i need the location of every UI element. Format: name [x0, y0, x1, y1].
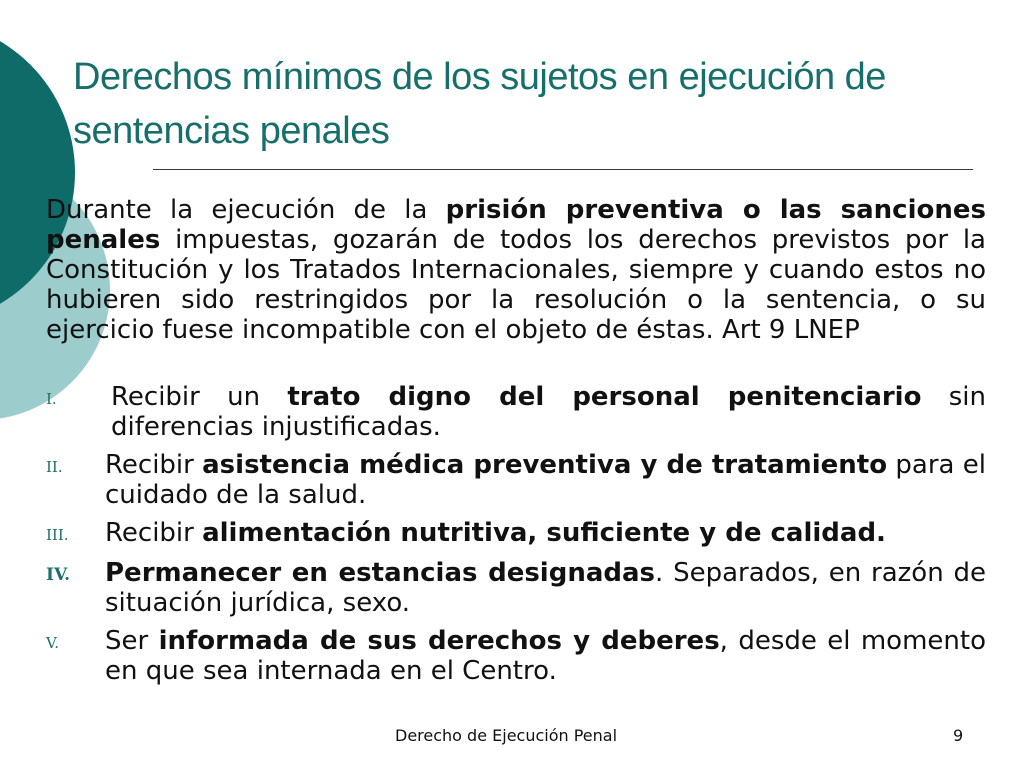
list-item-text: [105, 626, 986, 686]
list-item-number: I.: [46, 390, 57, 408]
list-item-bold: Permanecer en estancias designadas: [105, 558, 656, 588]
list-item-text-2: , desde el momento en que sea internada en el Centro.: [105, 626, 986, 686]
list-item: [46, 558, 986, 618]
list-item-number: IV.: [46, 565, 71, 585]
list-item-text-2: . Separados, en razón de situación jurídica, sexo.: [105, 558, 986, 618]
intro-text-1: Durante la ejecución de la: [46, 195, 446, 225]
list-item: [46, 626, 986, 686]
list-item-number: V.: [46, 634, 59, 652]
list-item-text-1: Ser: [105, 626, 159, 656]
list-item-text: [105, 518, 986, 548]
list-item-text-1: Recibir un: [111, 382, 288, 412]
intro-text-2: impuestas, gozarán de todos los derechos previstos por la Constitución y los Tratados Internacionales, siempre y cuando estos no hubieren sido restringidos por la resolución o la sentencia, o su ejercicio fuese incompatible con el objeto de éstas. Art 9 LNEP: [46, 225, 986, 345]
slide-title: Derechos mínimos de los sujetos en ejecución de sentencias penales: [73, 56, 886, 152]
page-number: 9: [953, 726, 964, 745]
list-item-text-2: para el cuidado de la salud.: [105, 450, 986, 510]
list-item-text: [105, 450, 986, 510]
list-item-bold: trato digno del personal penitenciario: [287, 382, 922, 412]
list-item-bold: asistencia médica preventiva y de tratamiento: [202, 450, 888, 480]
list-item-number: II.: [46, 458, 63, 476]
list-item-bold: alimentación nutritiva, suficiente y de calidad.: [202, 518, 886, 548]
list-item-text-2: sin diferencias injustificadas.: [111, 382, 986, 442]
intro-paragraph: [46, 195, 986, 345]
rights-list: [46, 382, 986, 694]
intro-bold-1: prisión preventiva o las sanciones penales: [46, 195, 986, 255]
list-item-text: [105, 558, 986, 618]
list-item-text-1: Recibir: [105, 450, 203, 480]
title-divider: [153, 169, 973, 170]
list-item-number: III.: [46, 526, 69, 544]
footer-text: Derecho de Ejecución Penal: [395, 726, 618, 745]
list-item-text-1: Recibir: [105, 518, 203, 548]
list-item-text: [111, 382, 986, 442]
list-item: [46, 382, 986, 442]
list-item-bold: informada de sus derechos y deberes: [158, 626, 720, 656]
list-item: [46, 518, 986, 550]
list-item: [46, 450, 986, 510]
